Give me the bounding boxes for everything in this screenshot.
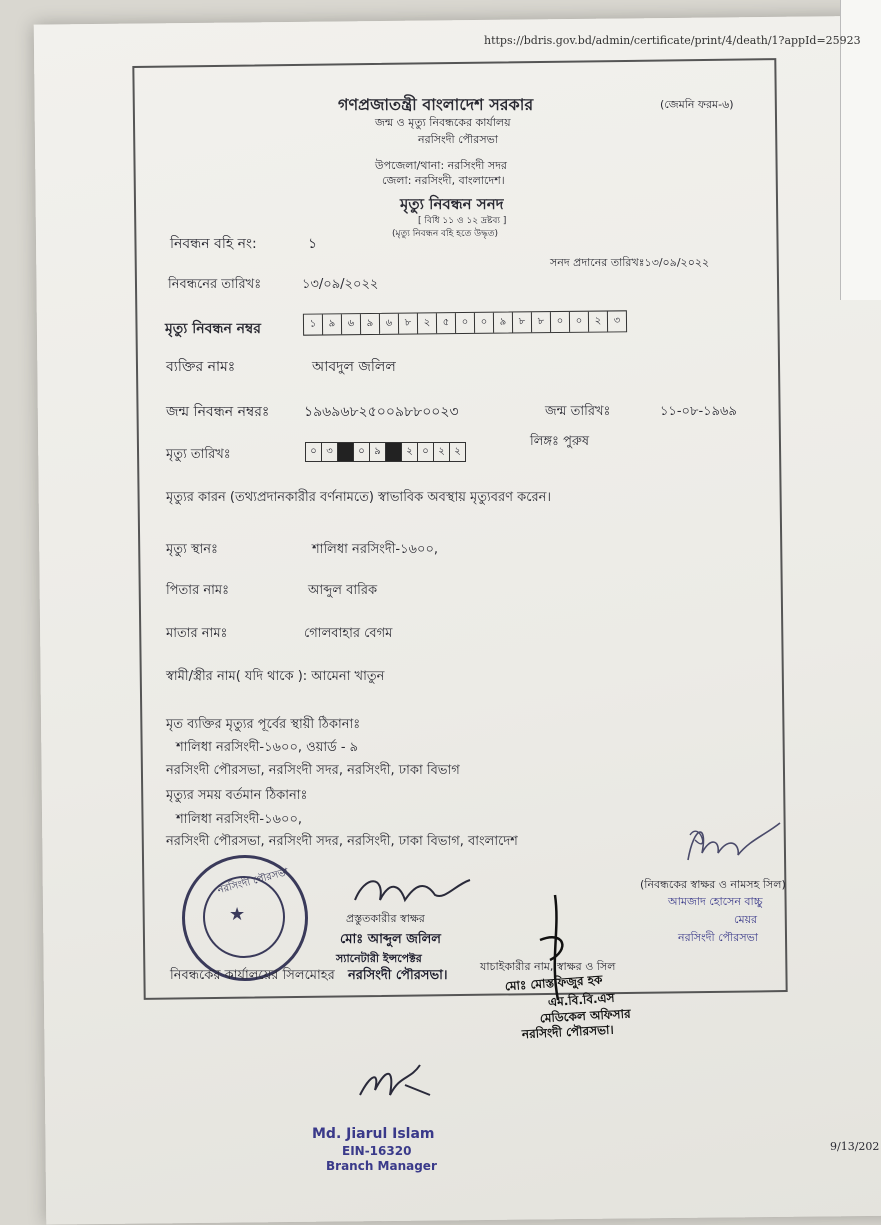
registrar-caption: (নিবন্ধকের স্বাক্ষর ও নামসহ সিল) — [640, 878, 786, 891]
municipality-seal: নরসিংদী পৌরসভা ★ — [182, 855, 308, 981]
verifier-degree: এম.বি.বি.এস — [547, 990, 616, 1010]
death-date-boxes — [305, 442, 466, 462]
reg-digit: ০ — [551, 312, 570, 332]
reg-digit: ০ — [475, 313, 494, 333]
attest-signature — [350, 1055, 440, 1110]
govt-title: গণপ্রজাতন্ত্রী বাংলাদেশ সরকার — [338, 95, 534, 114]
perm-address-line2: নরসিংদী পৌরসভা, নরসিংদী সদর, নরসিংদী, ঢাকা বিভাগ — [166, 763, 460, 778]
birth-reg-label: জন্ম নিবন্ধন নম্বরঃ — [166, 404, 270, 420]
reg-digit: ৩ — [613, 315, 621, 327]
reg-digit: ৫ — [437, 313, 456, 333]
reg-digit: ০ — [570, 312, 589, 332]
death-cause: মৃত্যুর কারন (তথ্যপ্রদানকারীর বর্ণনামতে) স্বাভাবিক অবস্থায় মৃত্যুবরণ করেন। — [166, 490, 552, 505]
gender: লিঙ্গঃ পুরুষ — [530, 434, 590, 449]
date-digit: ৩ — [322, 443, 338, 461]
date-digit: ০ — [306, 443, 322, 461]
perm-address-line1: শালিধা নরসিংদী-১৬০০, ওয়ার্ড - ৯ — [176, 740, 359, 755]
attest-ein: EIN-16320 — [342, 1144, 412, 1158]
person-name-label: ব্যক্তির নামঃ — [166, 359, 236, 375]
registrar-signature — [680, 815, 790, 875]
father-name-value: আব্দুল বারিক — [308, 583, 378, 598]
form-number: (জেমনি ফরম-৬) — [660, 98, 734, 111]
spouse-name: স্বামী/স্ত্রীর নাম( যদি থাকে ): আমেনা খাতুন — [166, 669, 385, 684]
birth-date-label: জন্ম তারিখঃ — [545, 404, 611, 419]
verifier-office: নরসিংদী পৌরসভা। — [521, 1022, 615, 1042]
reg-digit: ২ — [589, 312, 608, 332]
reg-digit: ১ — [304, 314, 323, 334]
registrar-office: নরসিংদী পৌরসভা — [678, 931, 758, 944]
reg-digit: ৮ — [399, 313, 418, 333]
preparer-name: মোঃ আব্দুল জলিল — [340, 932, 441, 947]
reg-digit: ৬ — [380, 314, 399, 334]
date-digit: ০ — [418, 443, 434, 461]
mother-name-value: গোলবাহার বেগম — [304, 626, 393, 641]
municipality-name: নরসিংদী পৌরসভা — [418, 133, 498, 146]
death-place-label: মৃত্যু স্থানঃ — [166, 542, 218, 557]
perm-address-label: মৃত ব্যক্তির মৃত্যুর পূর্বের স্থায়ী ঠিকানাঃ — [166, 717, 361, 732]
reg-digit: ৯ — [361, 314, 380, 334]
book-number-value: ১ — [308, 236, 318, 252]
office-name: জন্ম ও মৃত্যু নিবন্ধকের কার্যালয় — [375, 116, 511, 129]
preparer-title: স্যানেটারী ইন্সপেক্টর — [336, 952, 422, 965]
preparer-caption: প্রস্তুতকারীর স্বাক্ষর — [346, 912, 425, 925]
reg-digit: ৮ — [513, 312, 532, 332]
death-reg-no-label: মৃত্যু নিবন্ধন নম্বর — [165, 321, 261, 337]
registrar-title: মেয়র — [734, 913, 758, 926]
present-address-label: মৃত্যুর সময় বর্তমান ঠিকানাঃ — [166, 788, 308, 803]
issue-date: সনদ প্রদানের তারিখঃ১৩/০৯/২০২২ — [550, 256, 710, 269]
date-digit: ২ — [402, 443, 418, 461]
verifier-title: মেডিকেল অফিসার — [539, 1006, 631, 1026]
date-separator — [386, 443, 402, 461]
person-name-value: আবদুল জলিল — [312, 359, 396, 375]
reg-digit: ৬ — [342, 314, 361, 334]
reg-digit: ৯ — [494, 312, 513, 332]
book-number-label: নিবন্ধন বহি নং: — [170, 236, 257, 252]
attest-name: Md. Jiarul Islam — [312, 1126, 435, 1142]
attest-title: Branch Manager — [326, 1159, 437, 1173]
mother-name-label: মাতার নামঃ — [166, 626, 228, 641]
date-separator — [338, 443, 354, 461]
reg-digit: ৯ — [323, 314, 342, 334]
death-reg-no-boxes — [303, 310, 627, 335]
reg-date-value: ১৩/০৯/২০২২ — [302, 277, 379, 292]
present-address-line2: নরসিংদী পৌরসভা, নরসিংদী সদর, নরসিংদী, ঢাকা বিভাগ, বাংলাদেশ — [166, 834, 518, 849]
date-digit: ২ — [454, 446, 461, 457]
upazila: উপজেলা/থানা: নরসিংদী সদর — [375, 159, 507, 172]
certificate-title: মৃত্যু নিবন্ধন সনদ — [400, 195, 504, 213]
birth-reg-value: ১৯৬৯৬৮২৫০০৯৮৮০০২৩ — [304, 404, 459, 420]
father-name-label: পিতার নামঃ — [166, 583, 230, 598]
rule-reference: [ বিধি ১১ ও ১২ দ্রষ্টব্য ] — [418, 216, 507, 226]
seal-caption: নিবন্ধকের কার্যালয়ের সিলমোহর — [170, 968, 335, 983]
reg-digit: ৮ — [532, 312, 551, 332]
present-address-line1: শালিধা নরসিংদী-১৬০০, — [176, 812, 303, 827]
print-url: https://bdris.gov.bd/admin/certificate/print/4/death/1?appId=25923 — [484, 34, 861, 47]
date-digit: ০ — [354, 443, 370, 461]
preparer-office: নরসিংদী পৌরসভা। — [348, 968, 448, 983]
reg-digit: ২ — [418, 313, 437, 333]
verifier-name: মোঃ মোস্তফিজুর হক — [504, 972, 603, 994]
birth-date-value: ১১-০৮-১৯৬৯ — [660, 404, 737, 419]
date-digit: ৯ — [370, 443, 386, 461]
registrar-name: আমজাদ হোসেন বাচ্চু — [668, 895, 763, 908]
death-place-value: শালিধা নরসিংদী-১৬০০, — [312, 542, 439, 557]
date-digit: ২ — [434, 443, 450, 461]
district: জেলা: নরসিংদী, বাংলাদেশ। — [382, 174, 505, 187]
preparer-signature — [345, 870, 475, 915]
print-date: 9/13/202 — [830, 1140, 880, 1153]
reg-date-label: নিবন্ধনের তারিখঃ — [168, 277, 262, 292]
verifier-caption: যাচাইকারীর নাম, স্বাক্ষর ও সিল — [480, 960, 616, 973]
death-date-label: মৃত্যু তারিখঃ — [166, 447, 231, 462]
reg-digit: ০ — [456, 313, 475, 333]
extract-note: (মৃত্যু নিবন্ধন বহি হতে উদ্ধৃত) — [392, 229, 499, 239]
